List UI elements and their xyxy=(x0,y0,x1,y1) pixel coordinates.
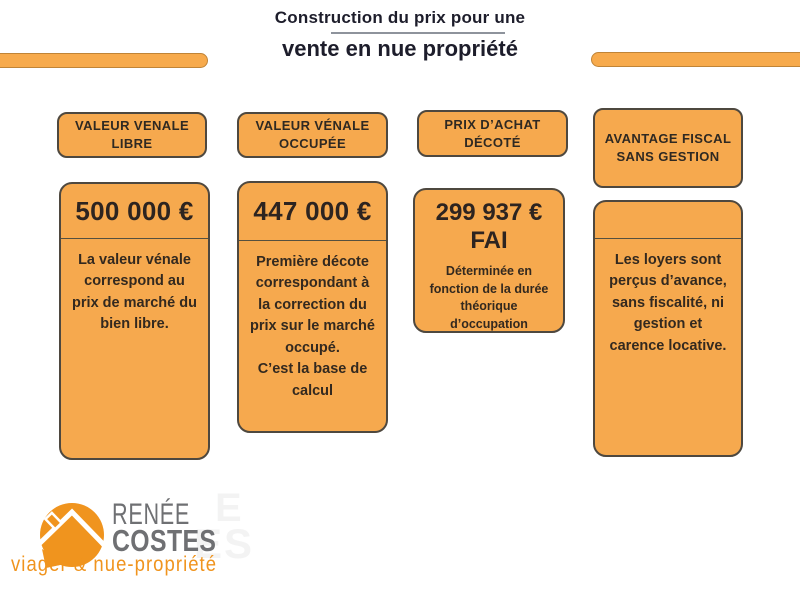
title-underline xyxy=(331,32,505,34)
description-line: C’est la base de xyxy=(257,361,368,378)
description-line: Les loyers sont xyxy=(614,252,722,268)
description-line: calcul xyxy=(291,382,334,399)
description-line: carence locative. xyxy=(609,337,727,354)
watermark-text: ES xyxy=(194,520,255,567)
column-header-avantage-fiscal: AVANTAGE FISCAL SANS GESTION xyxy=(593,108,743,188)
amount-value: 447 000 € xyxy=(253,196,372,226)
column-header-valeur-venale-occupee: VALEUR VÉNALE OCCUPÉE xyxy=(237,112,388,158)
description-line: correspond au xyxy=(84,273,185,290)
logo-tagline: viager & nue-propriété xyxy=(11,553,218,576)
description-line: sans fiscalité, ni xyxy=(611,294,725,311)
box-description xyxy=(415,254,563,333)
amount-line: 299 937 € xyxy=(435,199,543,226)
description-line: d’occupation xyxy=(450,316,528,331)
box-description xyxy=(239,241,386,402)
description-line: La valeur vénale xyxy=(78,252,191,268)
logo-brand-line1: RENÉE xyxy=(112,498,191,531)
decorative-bar-left xyxy=(0,53,208,68)
decorative-bar-right xyxy=(591,52,800,67)
description-line: occupé. xyxy=(285,339,340,356)
column-box-valeur-venale-occupee xyxy=(237,181,388,433)
description-line: prix de marché du xyxy=(72,294,197,311)
box-description xyxy=(61,239,208,336)
description-line: théorique xyxy=(460,299,518,314)
description-line: Déterminée en xyxy=(445,264,533,279)
column-box-prix-achat-decote xyxy=(413,188,565,333)
slide-title-line2: vente en nue propriété xyxy=(282,36,518,61)
description-line: la correction du xyxy=(258,296,367,313)
description-line: fonction de la durée xyxy=(429,281,549,296)
amount-value: 500 000 € xyxy=(75,195,194,226)
amount-empty-area xyxy=(595,202,741,238)
column-box-avantage-fiscal xyxy=(593,200,743,457)
description-line: bien libre. xyxy=(100,316,169,333)
watermark-text: E xyxy=(215,486,242,530)
column-header-valeur-venale-libre: VALEUR VENALE LIBRE xyxy=(57,112,207,158)
column-header-prix-achat-decote: PRIX D’ACHAT DÉCOTÉ xyxy=(417,110,568,157)
logo-brand-line2: COSTES xyxy=(112,523,217,558)
column-box-valeur-venale-libre xyxy=(59,182,210,460)
description-line: gestion et xyxy=(633,316,703,333)
description-line: correspondant à xyxy=(255,275,370,292)
amount-suffix-fai: FAI xyxy=(470,226,508,254)
box-description xyxy=(595,239,741,357)
description-line: prix sur le marché xyxy=(250,318,375,335)
description-line: Première décote xyxy=(256,254,369,270)
amount-value xyxy=(415,190,563,254)
description-line: perçus d’avance, xyxy=(609,273,727,290)
slide-title-line1: Construction du prix pour une xyxy=(274,8,526,27)
